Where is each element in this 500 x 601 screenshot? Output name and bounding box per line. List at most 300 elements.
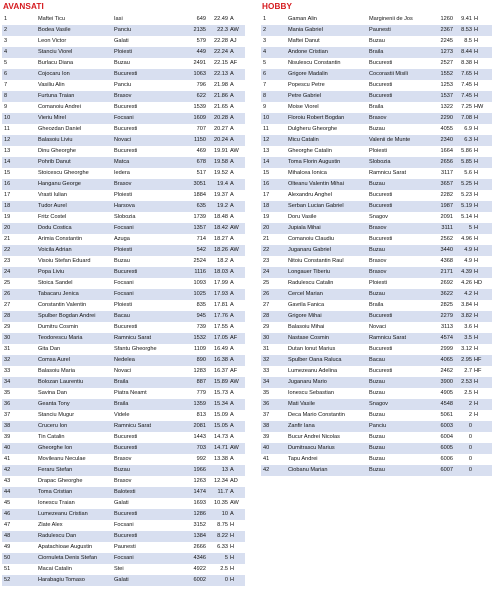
- speed-cell: 7.45: [461, 82, 472, 88]
- table-row: [2, 553, 245, 564]
- speed-cell: 17.99: [214, 280, 228, 286]
- speed-cell: 3.82: [461, 313, 472, 319]
- class-cell: H: [474, 313, 479, 319]
- name-cell: Alexandru Anghel: [288, 192, 332, 198]
- speed-cell: 21.86: [214, 93, 228, 99]
- class-cell: A: [230, 170, 234, 176]
- table-row: [261, 47, 492, 58]
- name-cell: Stanciu Viorel: [38, 49, 73, 55]
- speed-cell: 2.53: [461, 379, 472, 385]
- table-row: [2, 234, 245, 245]
- rank-cell: 39: [263, 434, 270, 440]
- city-cell: Buzau: [369, 390, 385, 396]
- class-cell: H: [474, 148, 479, 154]
- speed-cell: 18.03: [214, 269, 228, 275]
- class-cell: A: [230, 203, 234, 209]
- rank-cell: 28: [4, 313, 11, 319]
- points-cell: 1253: [440, 82, 453, 88]
- name-cell: Spulber Oana Raluca: [288, 357, 342, 363]
- city-cell: Brasov: [369, 269, 387, 275]
- points-cell: 2527: [440, 60, 453, 66]
- rank-cell: 16: [263, 181, 270, 187]
- rank-cell: 21: [263, 236, 270, 242]
- rank-cell: 37: [263, 412, 270, 418]
- name-cell: Comsa Aurel: [38, 357, 71, 363]
- class-cell: AW: [230, 27, 239, 33]
- points-cell: 1357: [193, 225, 206, 231]
- table-row: [2, 113, 245, 124]
- city-cell: Bucuresti: [114, 445, 138, 451]
- points-cell: 6005: [440, 445, 453, 451]
- name-cell: Zanfir Iana: [288, 423, 315, 429]
- speed-cell: 4.2: [464, 291, 472, 297]
- city-cell: Buzau: [114, 60, 130, 66]
- speed-cell: 5.25: [461, 181, 472, 187]
- rank-cell: 33: [263, 368, 270, 374]
- rank-cell: 35: [4, 390, 11, 396]
- points-cell: 1552: [440, 71, 453, 77]
- table-row: [261, 69, 492, 80]
- table-row: [261, 36, 492, 47]
- rank-cell: 43: [4, 478, 11, 484]
- rank-cell: 1: [263, 16, 267, 22]
- class-cell: H: [474, 302, 479, 308]
- rank-cell: 32: [263, 357, 270, 363]
- speed-cell: 10.35: [214, 500, 228, 506]
- city-cell: Bucuresti: [369, 313, 393, 319]
- table-row: [2, 366, 245, 377]
- table-row: [2, 333, 245, 344]
- table-row: [261, 443, 492, 454]
- class-cell: HD: [474, 280, 483, 286]
- name-cell: Stoica Sandel: [38, 280, 73, 286]
- table-row: [2, 454, 245, 465]
- city-cell: Focsani: [114, 225, 134, 231]
- points-cell: 517: [196, 170, 206, 176]
- city-cell: Braila: [369, 302, 384, 308]
- rank-cell: 27: [4, 302, 11, 308]
- speed-cell: 21.98: [214, 82, 228, 88]
- city-cell: Snagov: [369, 401, 388, 407]
- points-cell: 1884: [193, 192, 206, 198]
- name-cell: Lumezeanu Cristian: [38, 511, 88, 517]
- name-cell: Popescu Petre: [288, 82, 325, 88]
- city-cell: Brasov: [114, 478, 132, 484]
- table-row: [2, 388, 245, 399]
- rank-cell: 18: [263, 203, 270, 209]
- rank-cell: 38: [263, 423, 270, 429]
- points-cell: 4346: [193, 555, 206, 561]
- class-cell: H: [474, 269, 479, 275]
- table-row: [261, 399, 492, 410]
- rank-cell: 36: [263, 401, 270, 407]
- points-cell: 1966: [193, 467, 206, 473]
- speed-cell: 18.2: [217, 258, 228, 264]
- city-cell: Sfantu Gheorghe: [114, 346, 157, 352]
- class-cell: A: [230, 423, 234, 429]
- city-cell: Buzau: [369, 456, 385, 462]
- rank-cell: 11: [263, 126, 269, 132]
- points-cell: 6004: [440, 434, 453, 440]
- rank-cell: 12: [4, 137, 11, 143]
- speed-cell: 0: [224, 577, 228, 583]
- name-cell: Maftei Ticu: [38, 16, 66, 22]
- table-row: [261, 410, 492, 421]
- points-cell: 1273: [440, 49, 453, 55]
- class-cell: A: [230, 93, 234, 99]
- table-row: [261, 25, 492, 36]
- rank-cell: 23: [4, 258, 11, 264]
- class-cell: A: [230, 357, 234, 363]
- speed-cell: 19.91: [214, 148, 228, 154]
- class-cell: H: [474, 291, 479, 297]
- name-cell: Gaman Alin: [288, 16, 317, 22]
- city-cell: Bucuresti: [369, 346, 393, 352]
- points-cell: 835: [196, 302, 206, 308]
- table-row: [2, 498, 245, 509]
- class-cell: H: [474, 247, 479, 253]
- class-cell: [472, 454, 492, 465]
- speed-cell: 20.28: [214, 115, 228, 121]
- class-cell: H: [230, 566, 235, 572]
- rank-cell: 15: [263, 170, 270, 176]
- rank-cell: 24: [4, 269, 11, 275]
- speed-cell: 13.38: [214, 456, 228, 462]
- class-cell: A: [230, 214, 234, 220]
- name-cell: Savina Dan: [38, 390, 67, 396]
- table-row: [2, 311, 245, 322]
- table-row: [261, 322, 492, 333]
- name-cell: Grigore Mihai: [288, 313, 322, 319]
- table-row: [261, 388, 492, 399]
- name-cell: Vrasti Iulian: [38, 192, 68, 198]
- rank-cell: 13: [263, 148, 270, 154]
- table-row: [2, 410, 245, 421]
- rank-cell: 49: [4, 544, 11, 550]
- table-row: [261, 333, 492, 344]
- name-cell: Dutan Ionut Marius: [288, 346, 336, 352]
- class-cell: A: [230, 192, 234, 198]
- table-row: [261, 201, 492, 212]
- city-cell: Balotesti: [114, 489, 136, 495]
- class-cell: A: [230, 346, 234, 352]
- rank-cell: 40: [263, 445, 270, 451]
- speed-cell: 3.12: [461, 346, 472, 352]
- points-cell: 1093: [193, 280, 206, 286]
- points-cell: 2135: [193, 27, 206, 33]
- name-cell: Feraru Stefan: [38, 467, 73, 473]
- class-cell: H: [474, 203, 479, 209]
- points-cell: 1063: [193, 71, 206, 77]
- name-cell: Gita Dan: [38, 346, 61, 352]
- points-cell: 714: [196, 236, 206, 242]
- city-cell: Marginenii de Jos: [369, 16, 413, 22]
- points-cell: 6007: [440, 467, 453, 473]
- rank-cell: 8: [4, 93, 8, 99]
- name-cell: Longauer Tiberiu: [288, 269, 330, 275]
- city-cell: Buzau: [369, 181, 385, 187]
- table-row: [2, 487, 245, 498]
- table-row: [2, 399, 245, 410]
- table-row: [2, 146, 245, 157]
- city-cell: Braila: [369, 49, 384, 55]
- class-cell: HW: [474, 104, 484, 110]
- speed-cell: 2: [468, 412, 472, 418]
- city-cell: Ramnicu Sarat: [369, 170, 406, 176]
- speed-cell: 5.14: [461, 214, 472, 220]
- table-row: [261, 58, 492, 69]
- class-cell: A: [230, 489, 234, 495]
- name-cell: Cruceru Ion: [38, 423, 68, 429]
- name-cell: Tudor Aurel: [38, 203, 67, 209]
- rank-cell: 23: [263, 258, 270, 264]
- class-cell: AF: [230, 368, 238, 374]
- speed-cell: 7.45: [461, 93, 472, 99]
- name-cell: Comanoiu Andrei: [38, 104, 81, 110]
- name-cell: Doru Vasile: [288, 214, 317, 220]
- table-row: [2, 300, 245, 311]
- points-cell: 890: [196, 357, 206, 363]
- speed-cell: 0: [468, 456, 472, 462]
- city-cell: Buzau: [369, 291, 385, 297]
- rank-cell: 22: [4, 247, 11, 253]
- table-row: [261, 234, 492, 245]
- rank-cell: 7: [4, 82, 8, 88]
- class-cell: A: [230, 159, 234, 165]
- city-cell: Paunesti: [114, 544, 136, 550]
- city-cell: Galati: [114, 577, 129, 583]
- name-cell: Geanta Tony: [38, 401, 70, 407]
- table-row: [261, 432, 492, 443]
- class-cell: A: [230, 258, 234, 264]
- speed-cell: 20.24: [214, 137, 228, 143]
- speed-cell: 15.73: [214, 390, 228, 396]
- table-row: [2, 47, 245, 58]
- speed-cell: 9.41: [461, 16, 472, 22]
- class-cell: A: [230, 302, 234, 308]
- name-cell: Movileanu Neculae: [38, 456, 86, 462]
- points-cell: 2524: [193, 258, 206, 264]
- speed-cell: 19.4: [217, 181, 228, 187]
- rank-cell: 8: [263, 93, 267, 99]
- table-row: [261, 80, 492, 91]
- speed-cell: 18.27: [214, 236, 228, 242]
- name-cell: Dodu Costica: [38, 225, 72, 231]
- city-cell: Panciu: [114, 27, 132, 33]
- city-cell: Panciu: [369, 423, 387, 429]
- class-cell: A: [230, 412, 234, 418]
- city-cell: Galati: [114, 500, 129, 506]
- class-cell: H: [474, 181, 479, 187]
- points-cell: 3622: [440, 291, 453, 297]
- table-row: [2, 443, 245, 454]
- city-cell: Piatra Neamt: [114, 390, 147, 396]
- rank-cell: 44: [4, 489, 11, 495]
- hobby-section: [261, 0, 492, 476]
- class-cell: A: [230, 280, 234, 286]
- speed-cell: 22.3: [217, 27, 228, 33]
- speed-cell: 5.19: [461, 203, 472, 209]
- class-cell: H: [474, 390, 479, 396]
- points-cell: 945: [196, 313, 206, 319]
- points-cell: 449: [196, 49, 206, 55]
- table-row: [261, 168, 492, 179]
- table-row: [2, 575, 245, 586]
- class-cell: H: [474, 346, 479, 352]
- points-cell: 2491: [193, 60, 206, 66]
- speed-cell: 6.9: [464, 126, 472, 132]
- city-cell: Ploiesti: [369, 148, 388, 154]
- rank-cell: 30: [263, 335, 270, 341]
- hobby-title: HOBBY: [262, 2, 293, 11]
- table-row: [261, 465, 492, 476]
- points-cell: 887: [196, 379, 206, 385]
- rank-cell: 31: [4, 346, 11, 352]
- city-cell: Braila: [114, 379, 129, 385]
- city-cell: Bucuresti: [369, 192, 393, 198]
- name-cell: Constantin Valentin: [38, 302, 87, 308]
- class-cell: AW: [230, 445, 239, 451]
- name-cell: Deca Mario Constantin: [288, 412, 345, 418]
- table-row: [261, 245, 492, 256]
- name-cell: Vasiliu Alin: [38, 82, 65, 88]
- city-cell: Ploiesti: [114, 49, 133, 55]
- points-cell: 542: [196, 247, 206, 253]
- city-cell: Brasov: [369, 115, 387, 121]
- city-cell: Novaci: [114, 368, 132, 374]
- speed-cell: 17.55: [214, 324, 228, 330]
- class-cell: AJ: [230, 38, 237, 44]
- city-cell: Bacau: [114, 313, 130, 319]
- points-cell: 6006: [440, 456, 453, 462]
- name-cell: Dinu Gheorghe: [38, 148, 76, 154]
- table-row: [261, 190, 492, 201]
- points-cell: 1609: [193, 115, 206, 121]
- table-row: [2, 179, 245, 190]
- speed-cell: 12.34: [214, 478, 228, 484]
- name-cell: Dumitru Cosmin: [38, 324, 79, 330]
- points-cell: 707: [196, 126, 206, 132]
- table-row: [2, 14, 245, 25]
- points-cell: 992: [196, 456, 206, 462]
- table-row: [261, 212, 492, 223]
- city-cell: Buzau: [369, 126, 385, 132]
- points-cell: 1664: [440, 148, 453, 154]
- name-cell: Radulescu Catalin: [288, 280, 334, 286]
- rank-cell: 9: [263, 104, 267, 110]
- speed-cell: 19.52: [214, 170, 228, 176]
- name-cell: Burlacu Diana: [38, 60, 74, 66]
- speed-cell: 7.25: [461, 104, 472, 110]
- class-cell: A: [230, 236, 234, 242]
- rank-cell: 38: [4, 423, 11, 429]
- city-cell: Brasov: [369, 225, 387, 231]
- rank-cell: 41: [263, 456, 270, 462]
- table-row: [2, 201, 245, 212]
- city-cell: Brasov: [114, 181, 132, 187]
- class-cell: H: [474, 115, 479, 121]
- points-cell: 6003: [440, 423, 453, 429]
- rank-cell: 37: [4, 412, 11, 418]
- name-cell: Pohrib Danut: [38, 159, 71, 165]
- table-row: [2, 355, 245, 366]
- class-cell: A: [230, 137, 234, 143]
- speed-cell: 16.37: [214, 368, 228, 374]
- rank-cell: 39: [4, 434, 11, 440]
- points-cell: 2692: [440, 280, 453, 286]
- rank-cell: 19: [263, 214, 270, 220]
- city-cell: Ploiesti: [114, 192, 133, 198]
- city-cell: Azuga: [114, 236, 130, 242]
- speed-cell: 13: [221, 467, 228, 473]
- rank-cell: 14: [263, 159, 270, 165]
- class-cell: H: [474, 258, 479, 264]
- speed-cell: 17.05: [214, 335, 228, 341]
- table-row: [2, 344, 245, 355]
- class-cell: A: [230, 16, 234, 22]
- speed-cell: 17.76: [214, 313, 228, 319]
- name-cell: Gheorghe Catalin: [288, 148, 332, 154]
- class-cell: H: [474, 137, 479, 143]
- speed-cell: 10: [221, 511, 228, 517]
- city-cell: Buzau: [369, 379, 385, 385]
- name-cell: Toma Cristian: [38, 489, 73, 495]
- points-cell: 1384: [193, 533, 206, 539]
- class-cell: A: [230, 71, 234, 77]
- speed-cell: 18.48: [214, 214, 228, 220]
- class-cell: AW: [230, 225, 239, 231]
- name-cell: Balasoiu Mihai: [288, 324, 325, 330]
- class-cell: H: [474, 38, 479, 44]
- points-cell: 1322: [440, 104, 453, 110]
- points-cell: 2462: [440, 368, 453, 374]
- table-row: [2, 190, 245, 201]
- class-cell: [472, 465, 492, 476]
- speed-cell: 21.65: [214, 104, 228, 110]
- name-cell: Tabacaru Jenica: [38, 291, 79, 297]
- class-cell: A: [230, 269, 234, 275]
- points-cell: 1474: [193, 489, 206, 495]
- class-cell: A: [230, 467, 234, 473]
- city-cell: Buzau: [369, 434, 385, 440]
- points-cell: 4065: [440, 357, 453, 363]
- rank-cell: 20: [263, 225, 270, 231]
- table-row: [2, 531, 245, 542]
- points-cell: 579: [196, 38, 206, 44]
- speed-cell: 3.5: [464, 335, 472, 341]
- speed-cell: 22.28: [214, 38, 228, 44]
- table-row: [2, 476, 245, 487]
- speed-cell: 6.3: [464, 137, 472, 143]
- speed-cell: 2.5: [464, 390, 472, 396]
- city-cell: Braila: [369, 104, 384, 110]
- rank-cell: 26: [4, 291, 11, 297]
- points-cell: 2279: [440, 313, 453, 319]
- speed-cell: 22.15: [214, 60, 228, 66]
- speed-cell: 5: [468, 225, 472, 231]
- name-cell: Fritz Costel: [38, 214, 67, 220]
- speed-cell: 0: [468, 423, 472, 429]
- name-cell: Jupiala Mihai: [288, 225, 321, 231]
- speed-cell: 2.95: [461, 357, 472, 363]
- class-cell: H: [474, 82, 479, 88]
- table-row: [261, 14, 492, 25]
- points-cell: 6002: [193, 577, 206, 583]
- table-row: [2, 25, 245, 36]
- rank-cell: 46: [4, 511, 11, 517]
- city-cell: Videle: [114, 412, 130, 418]
- city-cell: Buzau: [114, 258, 130, 264]
